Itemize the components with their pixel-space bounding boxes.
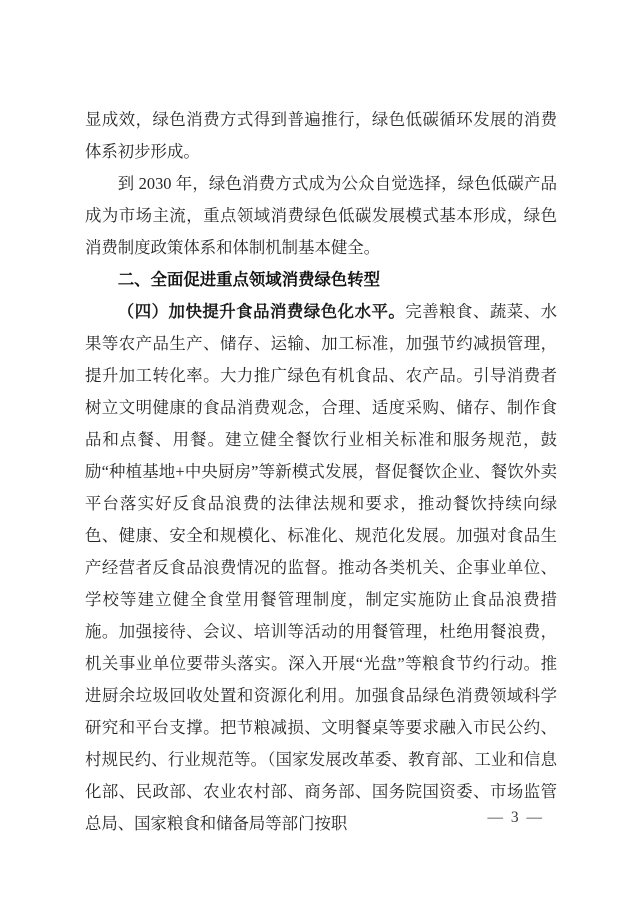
paragraph-continuation: 显成效，绿色消费方式得到普遍推行，绿色低碳循环发展的消费体系初步形成。	[85, 110, 557, 161]
document-body	[85, 104, 557, 840]
section-heading: 二、全面促进重点领域消费绿色转型	[117, 271, 381, 289]
paragraph-item-four	[85, 296, 557, 840]
item-four-title: （四）加快提升食品消费绿色化水平。	[117, 302, 406, 321]
paragraph-goal-2030: 到 2030 年，绿色消费方式成为公众自觉选择，绿色低碳产品成为市场主流，重点领域消费绿色低碳发展模式基本形成，绿色消费制度政策体系和体制机制基本健全。	[85, 174, 557, 257]
page-number: — 3 —	[487, 809, 544, 826]
item-four-body: 完善粮食、蔬菜、水果等农产品生产、储存、运输、加工标准，加强节约减损管理，提升加工转化率。大力推广绿色有机食品、农产品。引导消费者树立文明健康的食品消费观念，合理、适度采购、储存、制作食品和点餐、用餐。建立健全餐饮行业相关标准和服务规范，鼓励“种植基地+中央厨房”等新模式发展，督促餐饮企业、餐饮外卖平台落实好反食品浪费的法律法规和要求，推动餐饮持续向绿色、健康、安全和规模化、标准化、规范化发展。加强对食品生产经营者反食品浪费情况的监督。推动各类机关、企事业单位、学校等建立健全食堂用餐管理制度，制定实施防止食品浪费措施。加强接待、会议、培训等活动的用餐管理，杜绝用餐浪费，机关事业单位要带头落实。深入开展“光盘”等粮食节约行动。推进厨余垃圾回收处置和资源化利用。加强食品绿色消费领域科学研究和平台支撑。把节粮减损、文明餐桌等要求融入市民公约、村规民约、行业规范等。（国家发展改革委、教育部、工业和信息化部、民政部、农业农村部、商务部、国务院国资委、市场监管总局、国家粮食和储备局等部门按职	[85, 302, 558, 833]
